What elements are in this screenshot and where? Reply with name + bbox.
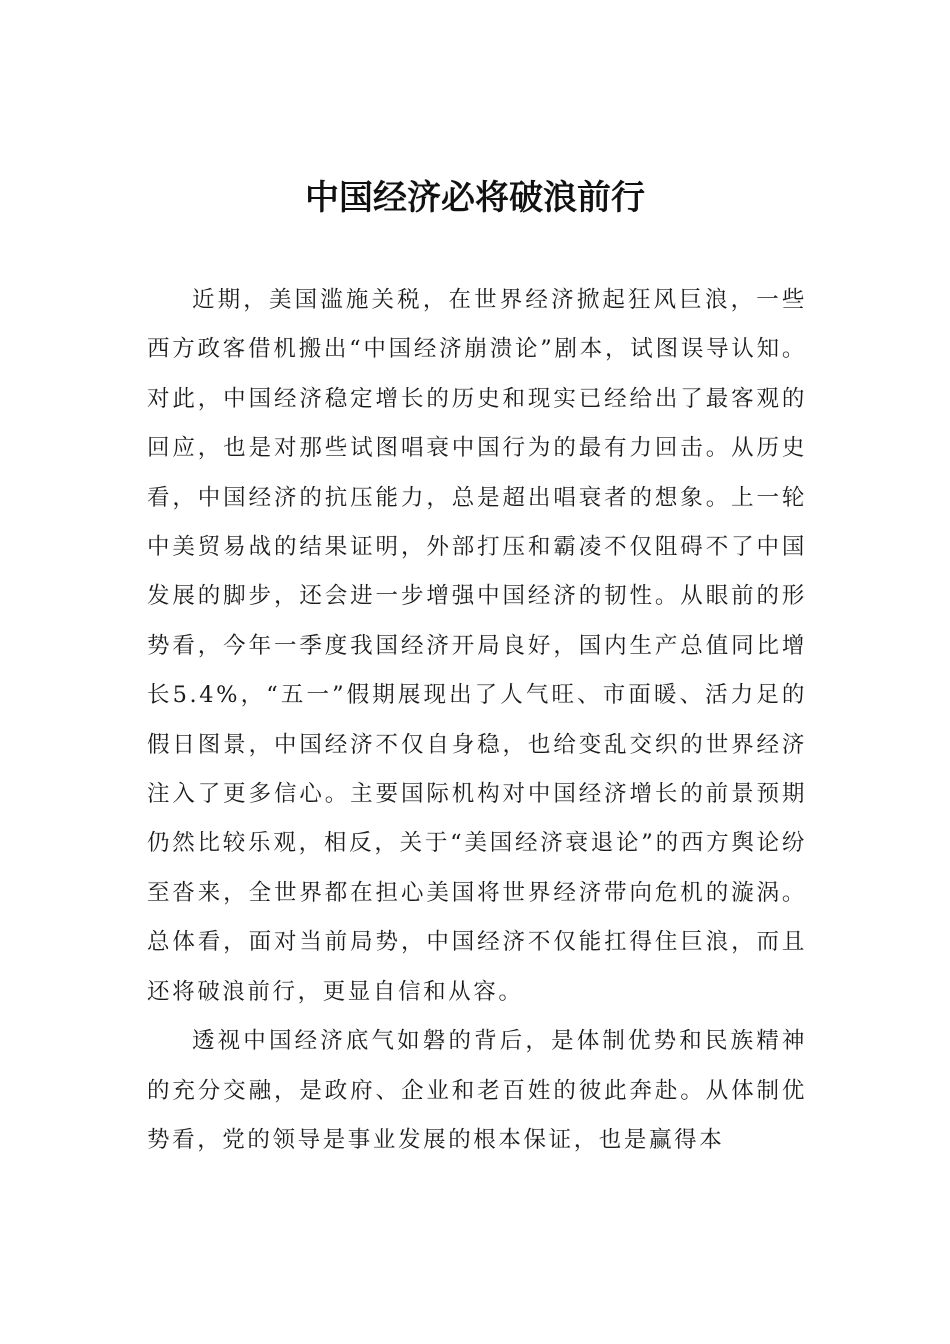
paragraph: 透视中国经济底气如磐的背后，是体制优势和民族精神的充分交融，是政府、企业和老百姓的彼此奔赴。从体制优势看，党的领导是事业发展的根本保证，也是赢得本: [147, 1028, 807, 1153]
document-body: [147, 276, 807, 1165]
paragraph: 近期，美国滥施关税，在世界经济掀起狂风巨浪，一些西方政客借机搬出“中国经济崩溃论”剧本，试图误导认知。对此，中国经济稳定增长的历史和现实已经给出了最客观的回应，也是对那些试图唱衰中国行为的最有力回击。从历史看，中国经济的抗压能力，总是超出唱衰者的想象。上一轮中美贸易战的结果证明，外部打压和霸凌不仅阻碍不了中国发展的脚步，还会进一步增强中国经济的韧性。从眼前的形势看，今年一季度我国经济开局良好，国内生产总值同比增长5.4%，“五一”假期展现出了人气旺、市面暖、活力足的假日图景，中国经济不仅自身稳，也给变乱交织的世界经济注入了更多信心。主要国际机构对中国经济增长的前景预期仍然比较乐观，相反，关于“美国经济衰退论”的西方舆论纷至沓来，全世界都在担心美国将世界经济带向危机的漩涡。总体看，面对当前局势，中国经济不仅能扛得住巨浪，而且还将破浪前行，更显自信和从容。: [147, 287, 807, 1005]
document-title: 中国经济必将破浪前行: [305, 178, 645, 218]
